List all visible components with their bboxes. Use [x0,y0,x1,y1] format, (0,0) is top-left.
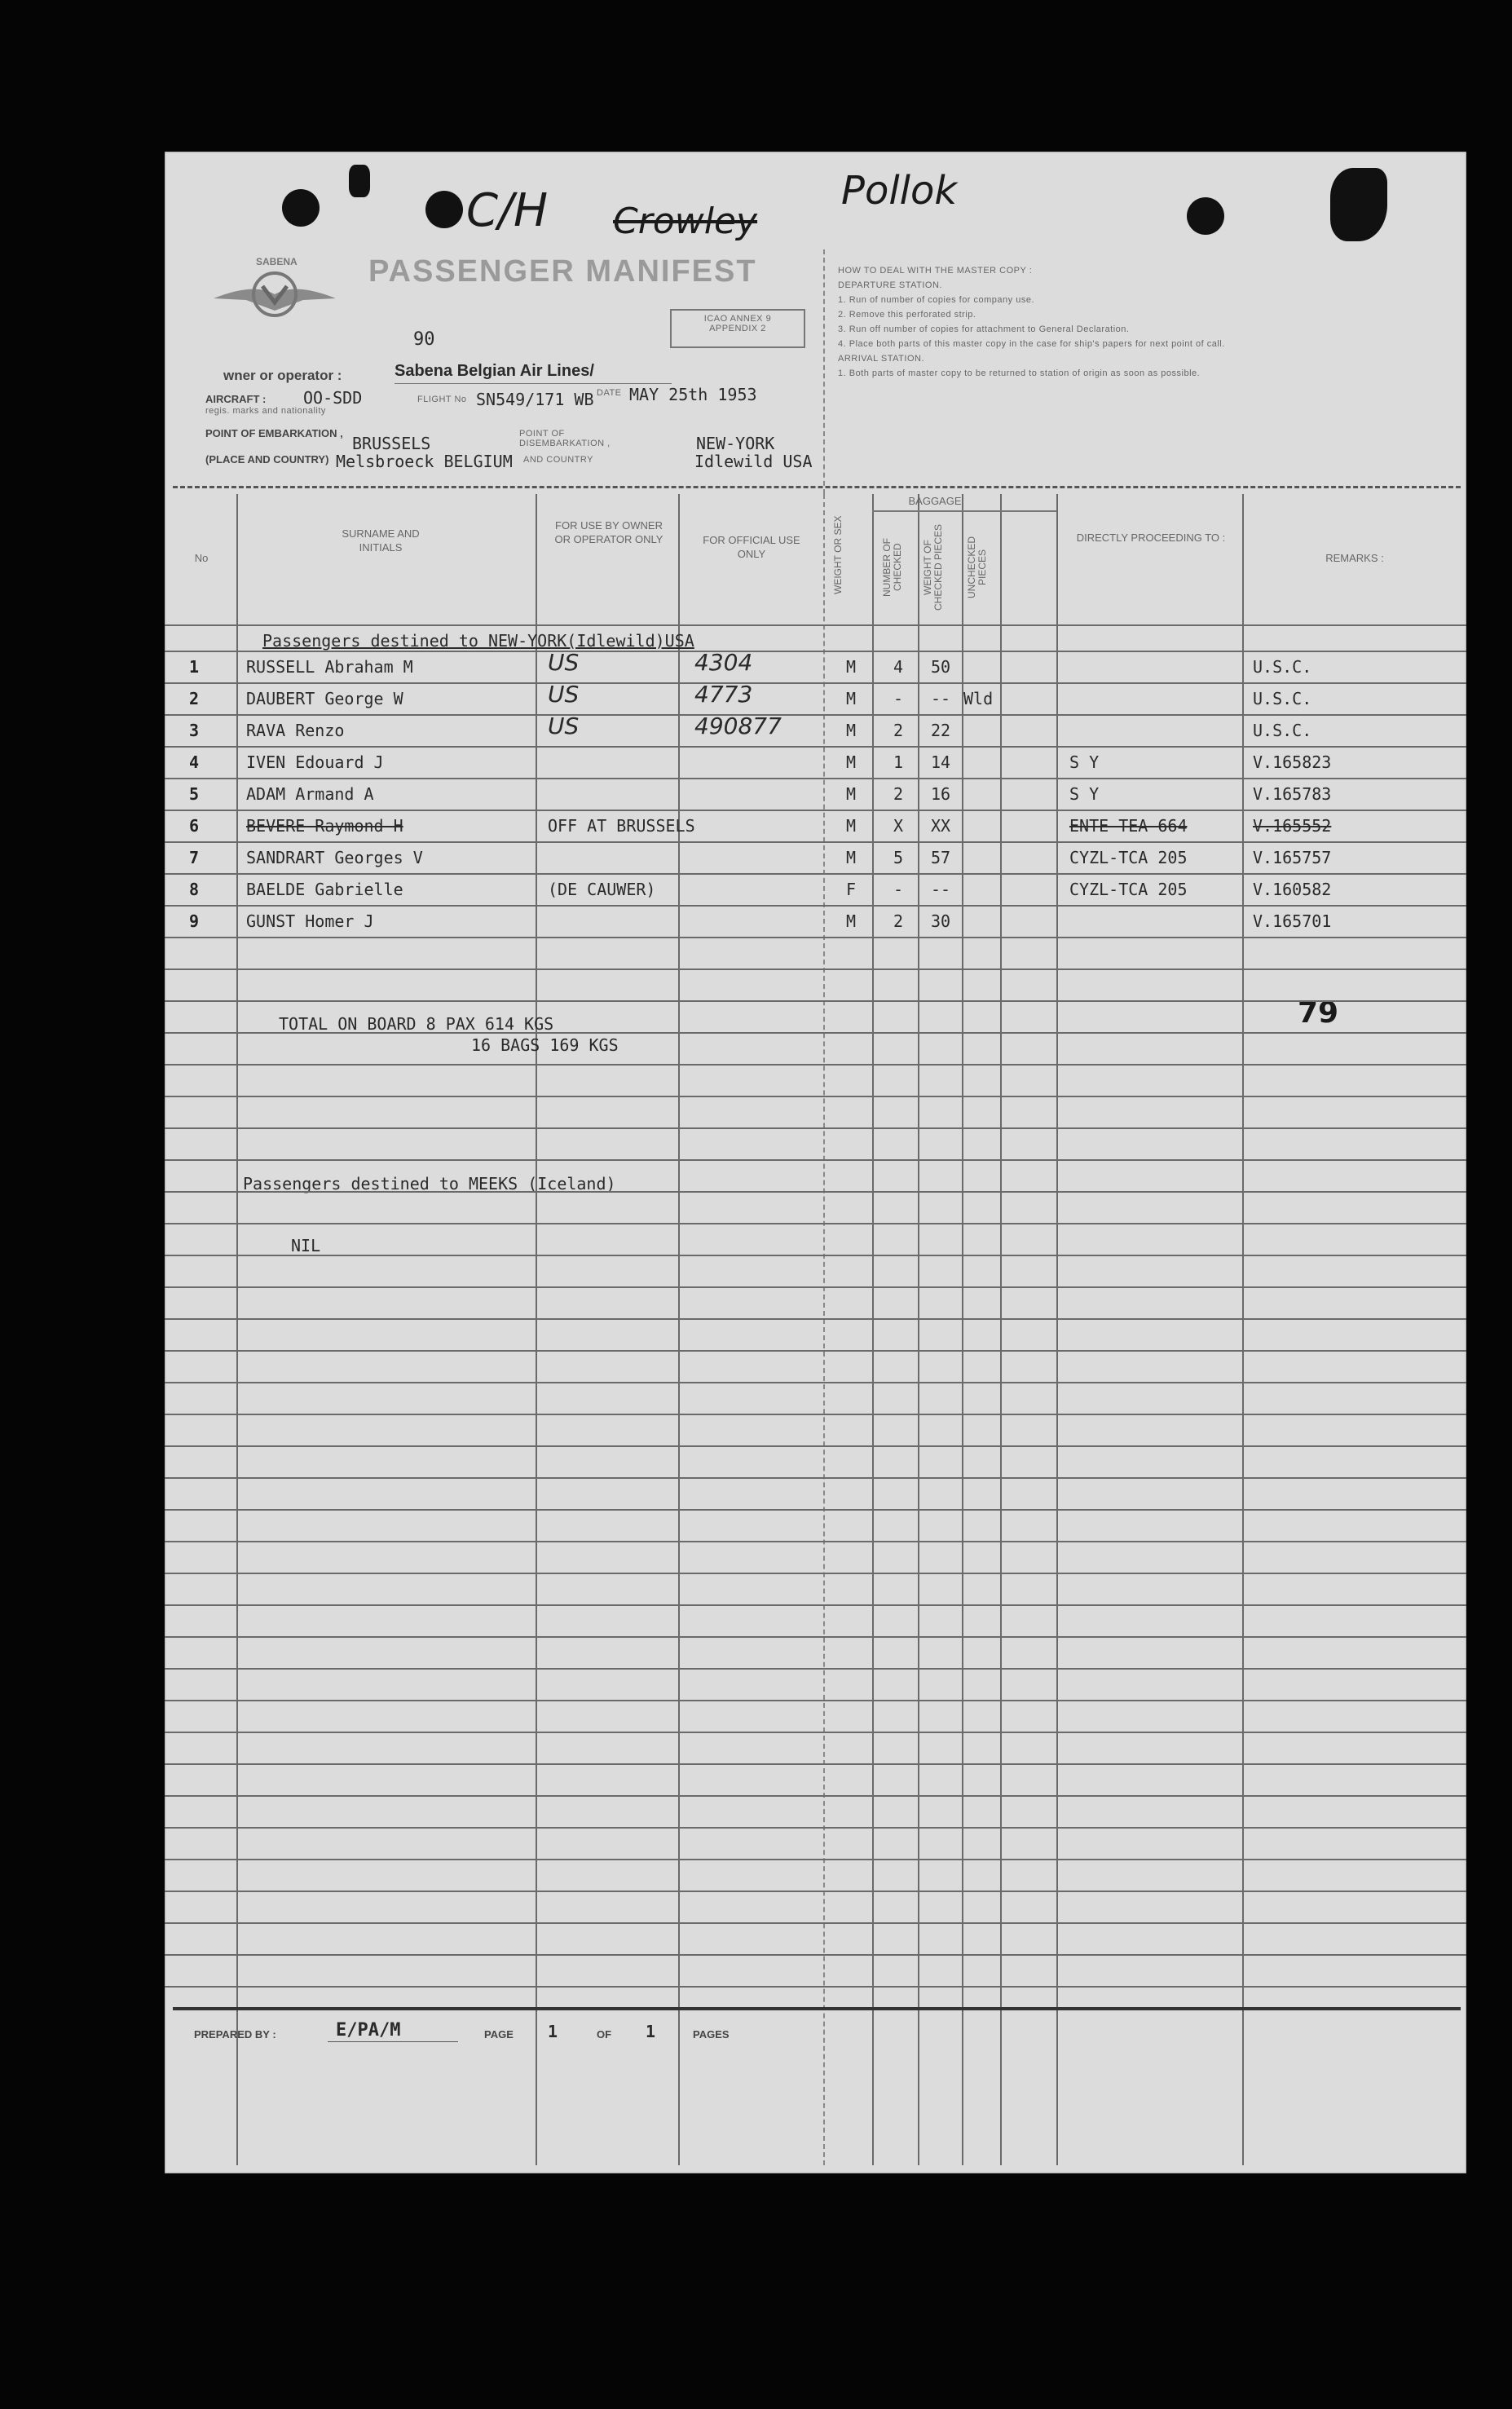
aircraft-value: OO-SDD [303,388,363,408]
prepared-value: E/PA/M [336,2020,401,2041]
cell-name: ADAM Armand A [246,784,374,804]
cell-no: 2 [189,689,200,708]
icao-box [670,309,805,348]
ruled-line [165,1541,1466,1542]
torn-corner-mark [1330,168,1387,241]
of-label: OF [597,2028,612,2041]
ruled-line [165,1318,1466,1320]
cell-sex: M [845,752,857,772]
col-remarks: REMARKS : [1325,552,1384,564]
cell-pieces: 2 [893,721,904,740]
cell-no: 4 [189,752,200,772]
ruled-line [165,810,1466,811]
cell-remarks: U.S.C. [1253,721,1312,740]
table-row [165,841,1466,873]
page-title: PASSENGER MANIFEST [368,254,757,289]
cell-onward: S Y [1069,752,1100,772]
page-value: 1 [548,2022,558,2041]
ruled-line [165,1286,1466,1288]
table-row [165,873,1466,905]
ruled-line [165,1732,1466,1733]
ruled-line [165,1573,1466,1574]
embark-value: BRUSSELS [352,434,431,453]
ruled-line [165,1636,1466,1638]
cell-weight: 50 [930,657,951,677]
owner-label: wner or operator : [223,368,342,383]
cell-remarks: V.165823 [1253,752,1332,772]
ruled-line [165,1986,1466,1988]
cell-sex: M [845,657,857,677]
ruled-line [165,1604,1466,1606]
cell-owner: US [548,681,580,708]
manifest-sheet [165,152,1466,2173]
cell-no: 3 [189,721,200,740]
punch-hole-mid [425,191,463,228]
ruled-line [165,1668,1466,1670]
cell-name: GUNST Homer J [246,911,374,931]
ruled-line [165,682,1466,684]
cell-weight: XX [930,816,951,836]
cell-name: RUSSELL Abraham M [246,657,413,677]
handwritten-name: Pollok [841,168,958,214]
cell-remarks: V.165757 [1253,848,1332,867]
handwritten-crossed-name: Crowley [613,201,758,242]
cell-weight: 30 [930,911,951,931]
pages-label: PAGES [693,2028,730,2041]
cell-onward: ENTE-TEA 664 [1069,816,1188,836]
ruled-line [165,1350,1466,1352]
cell-onward: S Y [1069,784,1100,804]
ruled-line [165,1827,1466,1829]
ruled-line [165,1954,1466,1956]
disembark-value-2: Idlewild USA [694,452,813,471]
of-value: 1 [646,2022,656,2041]
disembark-value: NEW-YORK [696,434,775,453]
owner-value: Sabena Belgian Air Lines/ [395,362,594,380]
table-row [165,651,1466,682]
instruction-item-1: 1. Run of number of copies for company use. [838,295,1035,305]
table-row [165,682,1466,714]
sabena-logo [205,249,344,339]
cell-sex: M [845,721,857,740]
cell-weight: -- [930,689,951,708]
punch-hole-left [282,189,320,227]
cell-sex: M [845,784,857,804]
instructions-block [838,266,1408,378]
cell-name: RAVA Renzo [246,721,345,740]
header-bottom-line [165,624,1466,626]
remarks-total: 79 [1298,996,1339,1030]
ruled-line [165,905,1466,907]
ruled-line [165,1922,1466,1924]
cell-weight: 14 [930,752,951,772]
table-bottom-line [173,2007,1461,2010]
cell-remarks: V.160582 [1253,880,1332,899]
ruled-line [165,1445,1466,1447]
cell-pieces: 2 [893,911,904,931]
cell-weight: 16 [930,784,951,804]
form-number: 90 [413,329,435,350]
disembark-sub: AND COUNTRY [523,455,593,465]
ruled-line [165,1891,1466,1892]
staple-mark [349,165,370,197]
table-row [165,778,1466,810]
totals-line-1: TOTAL ON BOARD 8 PAX 614 KGS [279,1014,554,1034]
embark-value-2: Melsbroeck BELGIUM [336,452,513,471]
ruled-line [165,1032,1466,1034]
cell-pieces: - [893,880,904,899]
cell-no: 9 [189,911,200,931]
cell-pieces: 2 [893,784,904,804]
cell-remarks: U.S.C. [1253,657,1312,677]
handwritten-code: C/H [466,184,549,237]
table-row [165,714,1466,746]
cell-no: 7 [189,848,200,867]
ruled-line [165,1382,1466,1383]
cell-weight: 57 [930,848,951,867]
ruled-line [165,1000,1466,1002]
ruled-line [165,1127,1466,1129]
ruled-line [165,1795,1466,1797]
cell-official: 4773 [694,681,753,708]
embark-label: POINT OF EMBARKATION , [205,427,343,439]
icao-annex: ICAO ANNEX 9 [703,314,772,324]
col-number-checked: NUMBER OF CHECKED [881,538,903,597]
page-label: PAGE [484,2028,514,2041]
cell-unchecked: Wld [963,689,994,708]
aircraft-label: AIRCRAFT : [205,393,267,405]
ruled-line [165,746,1466,748]
cell-no: 8 [189,880,200,899]
ruled-line [165,1763,1466,1765]
instructions-title: HOW TO DEAL WITH THE MASTER COPY : [838,266,1033,276]
cell-official: 4304 [694,649,753,676]
cell-pieces: 4 [893,657,904,677]
cell-no: 5 [189,784,200,804]
flight-value: SN549/171 WB [476,390,594,409]
cell-name: DAUBERT George W [246,689,403,708]
table-row [165,905,1466,937]
col-baggage: BAGGAGE [908,495,962,507]
cell-sex: F [845,880,857,899]
embark-sub: (PLACE AND COUNTRY) [205,453,329,465]
instructions-departure: DEPARTURE STATION. [838,280,942,290]
cell-sex: M [845,689,857,708]
cell-pieces: - [893,689,904,708]
ruled-line [165,1700,1466,1701]
ruled-line [165,1191,1466,1193]
instruction-item-4: 4. Place both parts of this master copy in the case for ship's papers for next point of call. [838,339,1225,349]
cell-sex: M [845,911,857,931]
cell-remarks: V.165783 [1253,784,1332,804]
date-label: DATE [597,388,622,398]
ruled-line [165,1477,1466,1479]
aircraft-sub: regis. marks and nationality [205,406,326,416]
cell-no: 6 [189,816,200,836]
punch-hole-right [1187,197,1224,235]
col-unchecked: UNCHECKED PIECES [966,536,988,599]
cell-onward: CYZL-TCA 205 [1069,848,1188,867]
flight-label: FLIGHT No [417,395,467,404]
instruction-item-3: 3. Run off number of copies for attachment to General Declaration. [838,324,1130,334]
cell-official: 490877 [694,713,782,739]
ruled-line [165,714,1466,716]
cell-name: IVEN Edouard J [246,752,384,772]
col-no: No [194,552,209,564]
instruction-item-2: 2. Remove this perforated strip. [838,310,976,320]
instructions-arrival: ARRIVAL STATION. [838,354,924,364]
cell-owner: US [548,649,580,676]
cell-owner: OFF AT BRUSSELS [548,816,695,836]
cell-owner: (DE CAUWER) [548,880,656,899]
col-weight-sex: WEIGHT OR SEX [832,515,844,595]
icao-appendix: APPENDIX 2 [709,324,766,333]
table-row [165,746,1466,778]
ruled-line [165,937,1466,938]
col-onward: DIRECTLY PROCEEDING TO : [1076,532,1226,544]
cell-sex: M [845,848,857,867]
ruled-line [165,1859,1466,1860]
cell-weight: 22 [930,721,951,740]
ruled-line [165,1255,1466,1256]
ruled-line [165,1096,1466,1097]
instruction-arrival-item: 1. Both parts of master copy to be returned to station of origin as soon as possible. [838,368,1201,378]
cell-owner: US [548,713,580,739]
ruled-line [165,778,1466,779]
disembark-label: POINT OF DISEMBARKATION , [519,429,611,448]
cell-remarks: V.165552 [1253,816,1332,836]
ruled-line [165,873,1466,875]
ruled-line [165,1509,1466,1511]
section1-title: Passengers destined to NEW-YORK(Idlewild)USA [262,631,694,651]
table-row [165,810,1466,841]
ruled-line [165,1159,1466,1161]
ruled-line [165,1064,1466,1066]
logo-text: SABENA [256,256,298,267]
ruled-line [165,1223,1466,1224]
cell-pieces: 1 [893,752,904,772]
totals-line-2: 16 BAGS 169 KGS [471,1035,619,1055]
ruled-line [165,968,1466,970]
perforation-line [823,249,825,494]
date-value: MAY 25th 1953 [629,385,757,404]
cell-remarks: U.S.C. [1253,689,1312,708]
cell-name: SANDRART Georges V [246,848,423,867]
prepared-label: PREPARED BY : [194,2028,276,2041]
cell-sex: M [845,816,857,836]
col-surname: SURNAME AND INITIALS [342,527,420,554]
cell-remarks: V.165701 [1253,911,1332,931]
section2-value: NIL [291,1236,321,1255]
cell-weight: -- [930,880,951,899]
ruled-line [165,1414,1466,1415]
cell-pieces: X [893,816,904,836]
table-top-line [173,486,1461,488]
col-weight-checked: WEIGHT OF CHECKED PIECES [922,523,944,611]
col-owner-use: FOR USE BY OWNER OR OPERATOR ONLY [554,519,663,545]
cell-pieces: 5 [893,848,904,867]
cell-no: 1 [189,657,200,677]
cell-onward: CYZL-TCA 205 [1069,880,1188,899]
cell-name: BAELDE Gabrielle [246,880,403,899]
section2-title: Passengers destined to MEEKS (Iceland) [243,1174,616,1193]
ruled-line [165,841,1466,843]
cell-name: BEVERE Raymond H [246,816,403,836]
col-official-use: FOR OFFICIAL USE ONLY [703,534,800,560]
